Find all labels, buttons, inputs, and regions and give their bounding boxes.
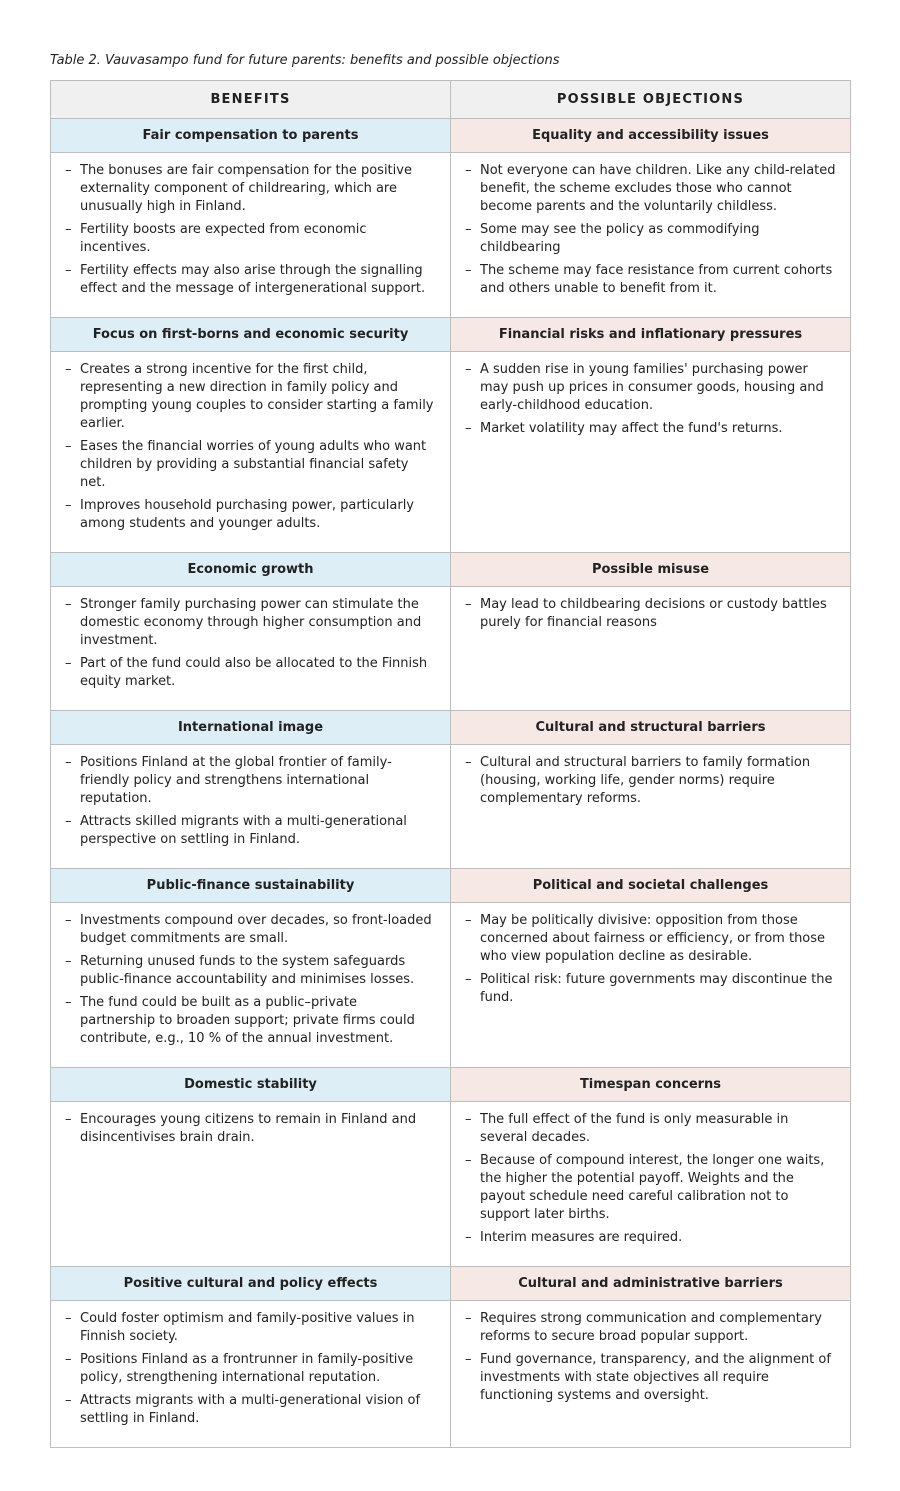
objection-list-item: – Market volatility may affect the fund's returns. <box>465 420 836 438</box>
benefit-list-item: – The bonuses are fair compensation for the positive externality component of childrearing, which are unusually high in Finland. <box>65 162 436 216</box>
section-heading-row <box>51 119 851 153</box>
section-content-row <box>51 153 851 318</box>
objection-list-item: – The full effect of the fund is only measurable in several decades. <box>465 1111 836 1147</box>
objection-list <box>465 596 836 632</box>
table-caption: Table 2. Vauvasampo fund for future parents: benefits and possible objections <box>50 53 560 68</box>
table-header-row <box>51 81 851 119</box>
section-content-row <box>51 352 851 553</box>
benefit-heading: Economic growth <box>51 553 451 587</box>
benefit-heading: International image <box>51 711 451 745</box>
objection-heading: Equality and accessibility issues <box>451 119 851 153</box>
objection-list <box>465 754 836 808</box>
benefit-list-cell <box>51 1301 451 1448</box>
section-content-row <box>51 1102 851 1267</box>
section-heading-row <box>51 711 851 745</box>
objection-list-item: – Interim measures are required. <box>465 1229 836 1247</box>
objection-list <box>465 162 836 298</box>
objection-heading: Cultural and administrative barriers <box>451 1267 851 1301</box>
objection-list-cell <box>451 1301 851 1448</box>
benefit-list <box>65 162 436 298</box>
section-heading-row <box>51 1068 851 1102</box>
benefit-heading: Domestic stability <box>51 1068 451 1102</box>
section-heading-row <box>51 869 851 903</box>
benefit-list <box>65 1310 436 1428</box>
objection-heading: Cultural and structural barriers <box>451 711 851 745</box>
objection-list-cell <box>451 352 851 553</box>
benefit-list-cell <box>51 153 451 318</box>
objection-list <box>465 1310 836 1405</box>
benefit-list-cell <box>51 587 451 711</box>
benefit-list-item: – Improves household purchasing power, particularly among students and younger adults. <box>65 497 436 533</box>
benefit-list-cell <box>51 745 451 869</box>
benefit-list-cell <box>51 352 451 553</box>
section-heading-row <box>51 553 851 587</box>
section-content-row <box>51 1301 851 1448</box>
benefit-list-item: – Investments compound over decades, so front-loaded budget commitments are small. <box>65 912 436 948</box>
benefits-objections-table <box>50 80 851 1448</box>
benefit-list-cell <box>51 903 451 1068</box>
objection-list <box>465 912 836 1007</box>
benefit-list-item: – Returning unused funds to the system safeguards public-finance accountability and minimises losses. <box>65 953 436 989</box>
objection-list <box>465 1111 836 1247</box>
objection-list-item: – A sudden rise in young families' purchasing power may push up prices in consumer goods, housing and early-childhood education. <box>465 361 836 415</box>
objection-list-item: – Political risk: future governments may discontinue the fund. <box>465 971 836 1007</box>
benefit-list-item: – Encourages young citizens to remain in Finland and disincentivises brain drain. <box>65 1111 436 1147</box>
objection-list-item: – The scheme may face resistance from current cohorts and others unable to benefit from it. <box>465 262 836 298</box>
objection-list-item: – Because of compound interest, the longer one waits, the higher the potential payoff. Weights and the payout schedule need careful calibration not to support later births. <box>465 1152 836 1224</box>
benefit-list <box>65 1111 436 1147</box>
objection-list <box>465 361 836 438</box>
benefit-list-item: – Fertility boosts are expected from economic incentives. <box>65 221 436 257</box>
benefit-list <box>65 912 436 1048</box>
objection-list-cell <box>451 903 851 1068</box>
objection-list-cell <box>451 587 851 711</box>
objection-list-cell <box>451 153 851 318</box>
objection-list-item: – May lead to childbearing decisions or custody battles purely for financial reasons <box>465 596 836 632</box>
objection-list-cell <box>451 745 851 869</box>
benefit-list-cell <box>51 1102 451 1267</box>
benefit-list <box>65 754 436 849</box>
benefit-list-item: – Attracts migrants with a multi-generational vision of settling in Finland. <box>65 1392 436 1428</box>
benefit-heading: Positive cultural and policy effects <box>51 1267 451 1301</box>
objections-column-header: POSSIBLE OBJECTIONS <box>451 81 851 119</box>
benefit-list-item: – Could foster optimism and family-positive values in Finnish society. <box>65 1310 436 1346</box>
objection-list-cell <box>451 1102 851 1267</box>
benefit-list-item: – Creates a strong incentive for the first child, representing a new direction in family policy and prompting young couples to consider starting a family earlier. <box>65 361 436 433</box>
objection-list-item: – Not everyone can have children. Like any child-related benefit, the scheme excludes those who cannot become parents and the voluntarily childless. <box>465 162 836 216</box>
objection-list-item: – May be politically divisive: opposition from those concerned about fairness or efficiency, or from those who view population decline as desirable. <box>465 912 836 966</box>
benefit-list-item: – Fertility effects may also arise through the signalling effect and the message of intergenerational support. <box>65 262 436 298</box>
benefit-heading: Focus on first-borns and economic security <box>51 318 451 352</box>
benefit-list-item: – Part of the fund could also be allocated to the Finnish equity market. <box>65 655 436 691</box>
benefit-heading: Fair compensation to parents <box>51 119 451 153</box>
objection-heading: Financial risks and inflationary pressures <box>451 318 851 352</box>
benefit-list <box>65 361 436 533</box>
benefit-list-item: – Positions Finland as a frontrunner in family-positive policy, strengthening international reputation. <box>65 1351 436 1387</box>
benefit-list-item: – Stronger family purchasing power can stimulate the domestic economy through higher consumption and investment. <box>65 596 436 650</box>
section-content-row <box>51 745 851 869</box>
objection-list-item: – Some may see the policy as commodifying childbearing <box>465 221 836 257</box>
objection-heading: Timespan concerns <box>451 1068 851 1102</box>
benefit-list <box>65 596 436 691</box>
objection-list-item: – Requires strong communication and complementary reforms to secure broad popular support. <box>465 1310 836 1346</box>
benefit-list-item: – The fund could be built as a public–private partnership to broaden support; private firms could contribute, e.g., 10 % of the annual investment. <box>65 994 436 1048</box>
benefit-list-item: – Attracts skilled migrants with a multi-generational perspective on settling in Finland. <box>65 813 436 849</box>
objection-heading: Possible misuse <box>451 553 851 587</box>
table-body <box>51 119 851 1448</box>
benefits-column-header: BENEFITS <box>51 81 451 119</box>
section-heading-row <box>51 1267 851 1301</box>
section-heading-row <box>51 318 851 352</box>
benefit-heading: Public-finance sustainability <box>51 869 451 903</box>
benefit-list-item: – Eases the financial worries of young adults who want children by providing a substantial financial safety net. <box>65 438 436 492</box>
section-content-row <box>51 903 851 1068</box>
benefit-list-item: – Positions Finland at the global frontier of family-friendly policy and strengthens international reputation. <box>65 754 436 808</box>
objection-list-item: – Cultural and structural barriers to family formation (housing, working life, gender norms) require complementary reforms. <box>465 754 836 808</box>
section-content-row <box>51 587 851 711</box>
objection-heading: Political and societal challenges <box>451 869 851 903</box>
objection-list-item: – Fund governance, transparency, and the alignment of investments with state objectives all require functioning systems and oversight. <box>465 1351 836 1405</box>
